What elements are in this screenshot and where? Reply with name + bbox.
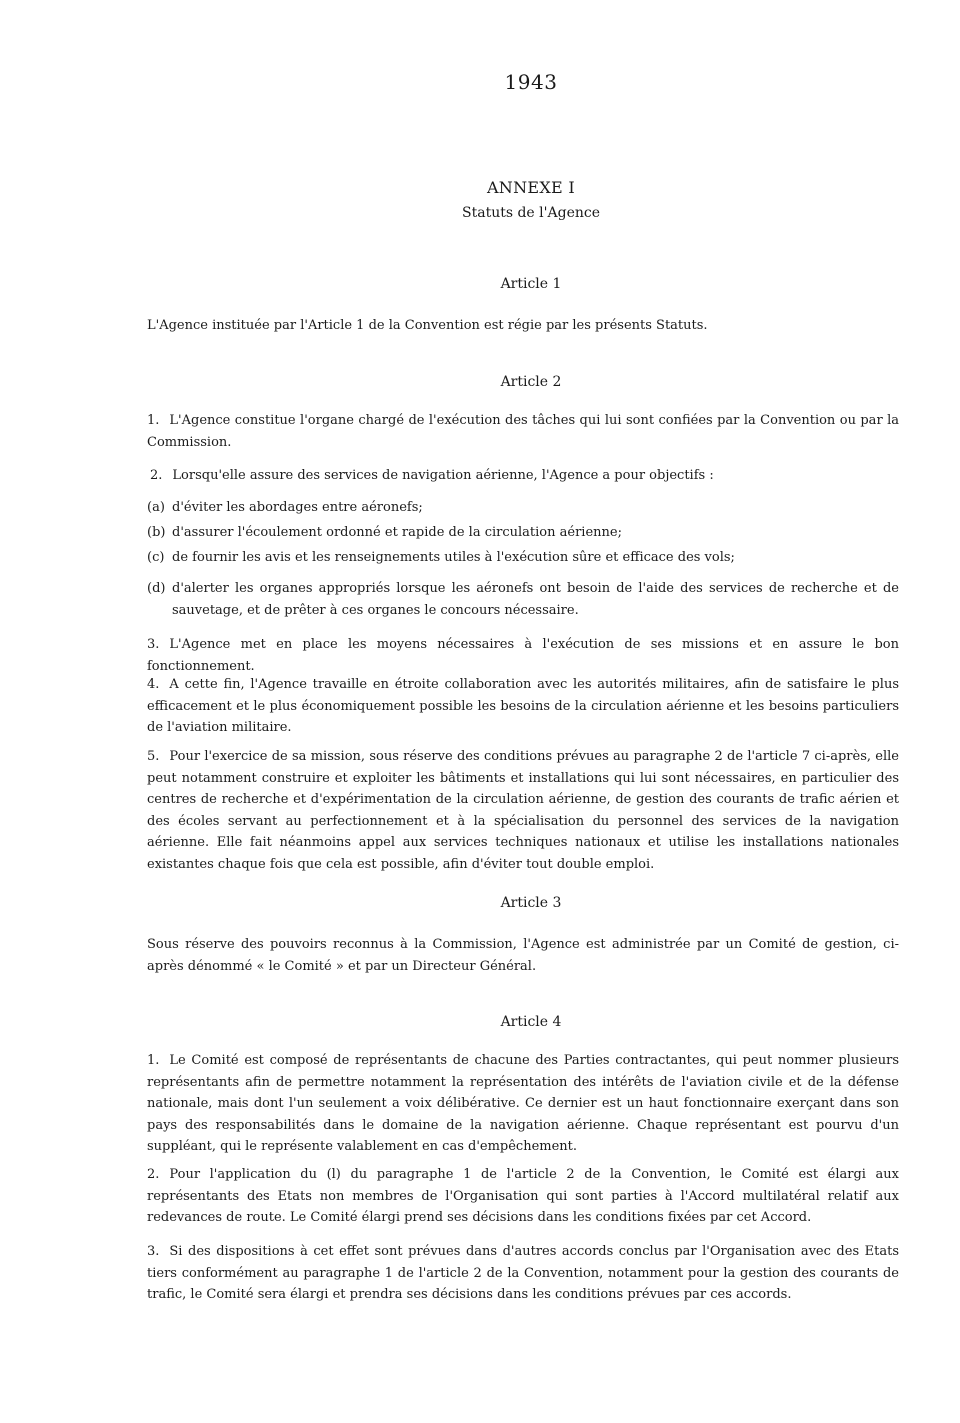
article-3-heading: Article 3 [500,895,562,911]
item-marker: (c) [147,550,165,565]
article-2-paragraph-3 [147,634,899,677]
article-4-paragraph-1 [147,1050,899,1158]
article-2-paragraph-1 [147,410,899,453]
item-marker: (b) [147,525,166,540]
article-2-item-a [147,497,899,519]
article-4-heading: Article 4 [500,1014,562,1030]
annex-subtitle: Statuts de l'Agence [462,205,600,221]
article-1-heading: Article 1 [500,276,562,292]
article-2-item-d [147,578,899,621]
paragraph-number: 1. [147,413,160,428]
article-2-item-b [147,522,899,544]
paragraph-number: 3. [147,1244,160,1259]
paragraph-text: Pour l'application du (l) du paragraphe 1 de l'article 2 de la Convention, le Comité est élargi aux représentants des Etats non membres de l'Organisation qui sont parties à l'Accord multilatéral relatif aux redevances de route. Le Comité élargi prend ses décisions dans les conditions fixées par cet Accord. [147,1167,899,1225]
article-2-paragraph-5 [147,746,899,875]
item-text: d'éviter les abordages entre aéronefs; [172,500,423,515]
article-2-paragraph-4 [147,674,899,739]
paragraph-number: 2. [147,1167,160,1182]
article-2-paragraph-2 [150,465,902,487]
article-2-heading: Article 2 [500,374,562,390]
article-1-text: L'Agence instituée par l'Article 1 de la Convention est régie par les présents Statuts. [147,318,708,333]
paragraph-text: Si des dispositions à cet effet sont prévues dans d'autres accords conclus par l'Organisation avec des Etats tiers conformément au paragraphe 1 de l'article 2 de la Convention, notamment pour la gestion des courants de trafic, le Comité sera élargi et prendra ses décisions dans les conditions prévues par ces accords. [147,1244,899,1302]
article-2-item-c [147,547,899,569]
article-3-text: Sous réserve des pouvoirs reconnus à la Commission, l'Agence est administrée par un Comité de gestion, ci-après dénommé « le Comité » et par un Directeur Général. [147,937,899,974]
item-marker: (a) [147,500,165,515]
page-number: 1943 [504,70,558,94]
article-4-paragraph-3 [147,1241,899,1306]
paragraph-text: Le Comité est composé de représentants de chacune des Parties contractantes, qui peut nommer plusieurs représentants afin de permettre notamment la représentation des intérêts de l'aviation civile et de la défense nationale, mais dont l'un seulement a voix délibérative. Ce dernier est un haut fonctionnaire exerçant dans son pays des responsabilités dans le domaine de la navigation aérienne. Chaque représentant est pourvu d'un suppléant, qui le représente valablement en cas d'empêchement. [147,1053,899,1154]
item-text: d'alerter les organes appropriés lorsque les aéronefs ont besoin de l'aide des services de recherche et de sauvetage, et de prêter à ces organes le concours nécessaire. [172,581,899,618]
paragraph-number: 4. [147,677,160,692]
paragraph-text: L'Agence met en place les moyens nécessaires à l'exécution de ses missions et en assure le bon fonctionnement. [147,637,899,674]
paragraph-text: Lorsqu'elle assure des services de navigation aérienne, l'Agence a pour objectifs : [172,468,714,483]
paragraph-number: 3. [147,637,160,652]
paragraph-text: A cette fin, l'Agence travaille en étroite collaboration avec les autorités militaires, afin de satisfaire le plus efficacement et le plus économiquement possible les besoins de la circulation aérienne et les besoins particuliers de l'aviation militaire. [147,677,899,735]
paragraph-number: 2. [150,468,163,483]
paragraph-text: Pour l'exercice de sa mission, sous réserve des conditions prévues au paragraphe 2 de l'article 7 ci-après, elle peut notamment construire et exploiter les bâtiments et installations qui lui sont nécessaires, en particulier des centres de recherche et d'expérimentation de la circulation aérienne, de gestion des courants de trafic aérien et des écoles servant au perfectionnement et à la spécialisation du personnel des services de la navigation aérienne. Elle fait néanmoins appel aux services techniques nationaux et utilise les installations nationales existantes chaque fois que cela est possible, afin d'éviter tout double emploi. [147,749,899,872]
item-marker: (d) [147,581,166,596]
article-4-paragraph-2 [147,1164,899,1229]
item-text: de fournir les avis et les renseignements utiles à l'exécution sûre et efficace des vols; [172,550,735,565]
paragraph-number: 5. [147,749,160,764]
item-text: d'assurer l'écoulement ordonné et rapide de la circulation aérienne; [172,525,622,540]
paragraph-number: 1. [147,1053,160,1068]
annex-title: ANNEXE I [486,178,576,197]
paragraph-text: L'Agence constitue l'organe chargé de l'exécution des tâches qui lui sont confiées par la Convention ou par la Commission. [147,413,899,450]
